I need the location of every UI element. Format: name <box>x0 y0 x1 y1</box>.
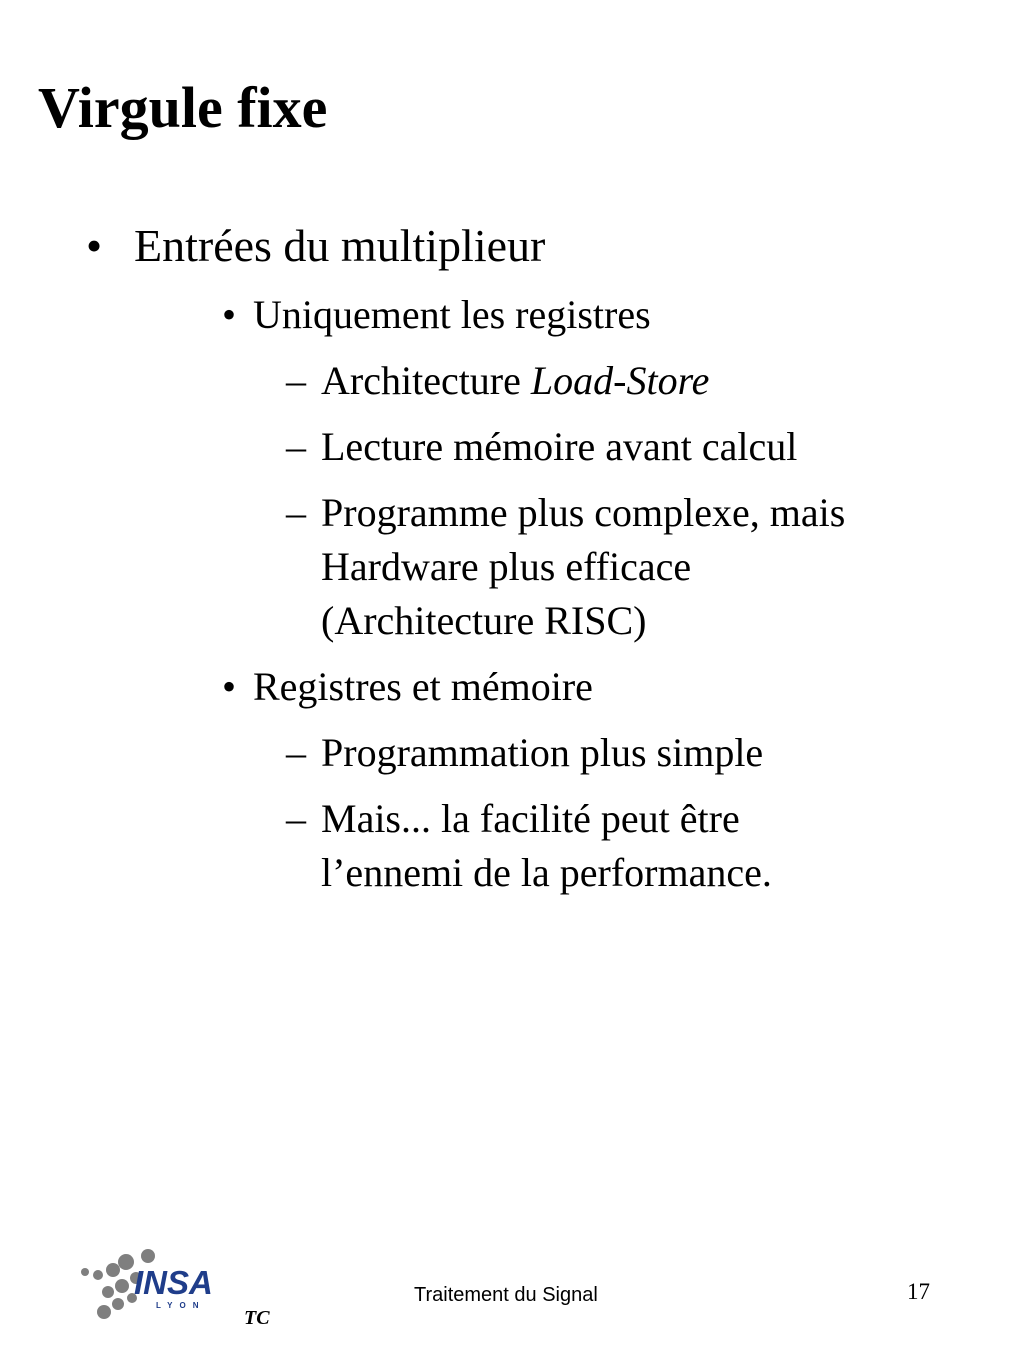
page-number: 17 <box>907 1279 930 1304</box>
dash-text-prefix: Architecture <box>321 358 531 403</box>
dash-text: Lecture mémoire avant calcul <box>321 424 798 469</box>
bullet-marker: • <box>86 220 103 271</box>
dash-marker: – <box>286 730 306 775</box>
dash-text-line-1: Programme plus complexe, mais <box>321 490 846 535</box>
bullet-text: Registres et mémoire <box>253 664 593 709</box>
bullet-marker: • <box>222 664 237 709</box>
dash-marker: – <box>286 490 306 535</box>
dash-text: Programmation plus simple <box>321 730 764 775</box>
bullet-text: Uniquement les registres <box>253 292 651 337</box>
dash-marker: – <box>286 424 306 469</box>
department-label: TC <box>244 1307 270 1329</box>
course-name: Traitement du Signal <box>414 1284 598 1306</box>
dash-text <box>321 358 709 404</box>
dash-marker: – <box>286 358 306 403</box>
dash-text-line-2: l’ennemi de la performance. <box>321 850 772 895</box>
dash-text-line-1: Mais... la facilité peut être <box>321 796 740 841</box>
insa-logo <box>78 1248 248 1328</box>
dash-text-emphasis: Load-Store <box>530 358 710 403</box>
logo-wordmark: INSA <box>134 1264 213 1301</box>
dash-text-line-2: Hardware plus efficace <box>321 544 692 589</box>
logo-subtext: LYON <box>156 1301 206 1310</box>
dash-marker: – <box>286 796 306 841</box>
bullet-marker: • <box>222 292 237 337</box>
dash-text-line-3: (Architecture RISC) <box>321 598 647 643</box>
slide-title: Virgule fixe <box>38 75 328 140</box>
bullet-text: Entrées du multiplieur <box>134 220 546 271</box>
